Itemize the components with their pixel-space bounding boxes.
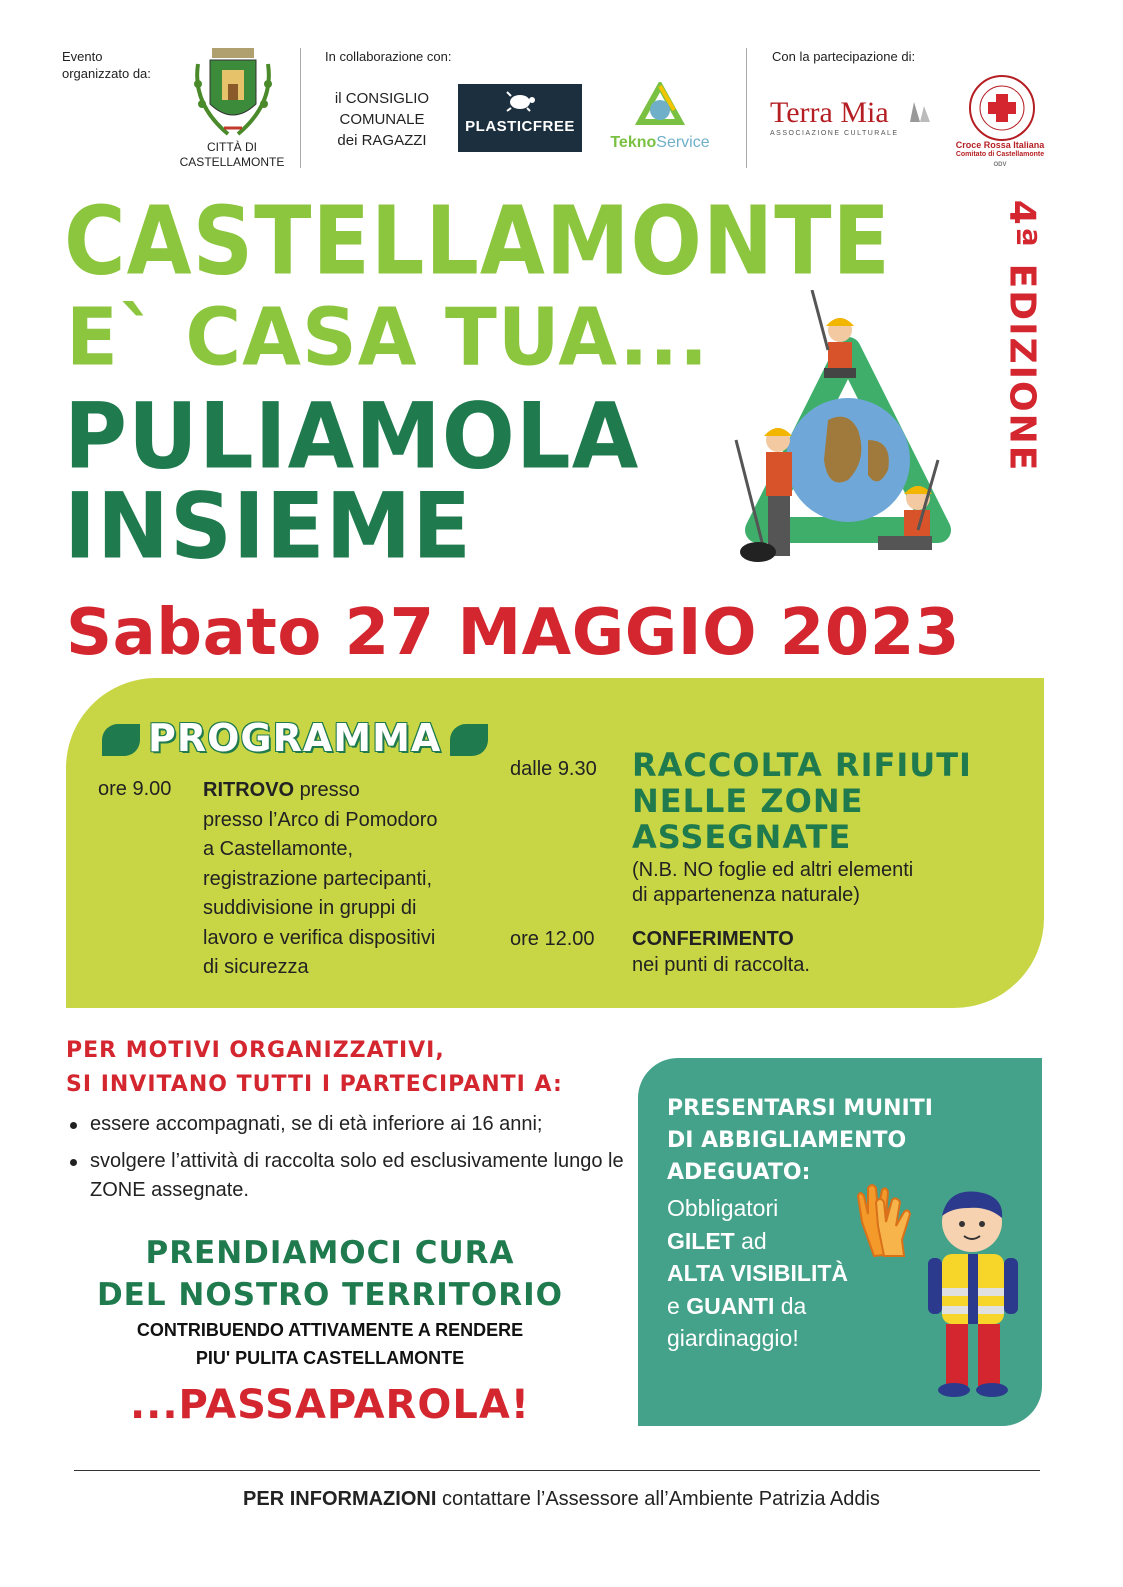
- event-date: Sabato 27 MAGGIO 2023: [66, 596, 960, 670]
- footer-info: [0, 1488, 1123, 1511]
- slogan-line: PRENDIAMOCI CURA: [145, 1235, 515, 1271]
- programma-title: PROGRAMMA: [148, 716, 442, 760]
- motivi-line: PER MOTIVI ORGANIZZATIVI,: [66, 1038, 445, 1063]
- title-line-4: INSIEME: [64, 474, 472, 580]
- edition-text: 4ª EDIZIONE: [1001, 199, 1043, 473]
- activity-3-text: nei punti di raccolta.: [632, 954, 810, 976]
- note-line: (N.B. NO foglie ed altri elementi: [632, 859, 914, 881]
- croce-caption-2: Comitato di Castellamonte: [955, 151, 1045, 158]
- clothing-text: ad: [734, 1227, 767, 1254]
- teknoservice-logo: [604, 82, 716, 158]
- clothing-bold: GUANTI: [686, 1292, 775, 1319]
- service-part: Service: [656, 134, 710, 151]
- activity-1-line: presso l’Arco di Pomodoro: [203, 808, 438, 831]
- slogan-sub-line: CONTRIBUENDO ATTIVAMENTE A RENDERE: [136, 1320, 524, 1340]
- list-item: svolgere l’attività di raccolta solo ed esclusivamente lungo le ZONE assegnate.: [66, 1147, 626, 1205]
- activity-1-after: presso: [294, 779, 360, 801]
- activity-2-line: RACCOLTA RIFIUTI: [632, 746, 972, 784]
- collab-label: In collaborazione con:: [325, 49, 452, 64]
- motivi-heading: [66, 1034, 563, 1102]
- activity-1-line: suddivisione in gruppi di: [203, 897, 417, 919]
- terramia-sub: ASSOCIAZIONE CULTURALE: [770, 130, 899, 137]
- plasticfree-text: PLASTICFREE: [465, 118, 575, 135]
- footer-divider: [74, 1470, 1040, 1471]
- volunteers-globe-illustration: [728, 290, 968, 580]
- motivi-line: SI INVITANO TUTTI I PARTECIPANTI A:: [66, 1072, 563, 1097]
- leaf-icon: [450, 724, 488, 756]
- note-line: di appartenenza naturale): [632, 884, 860, 906]
- activity-1-line: di sicurezza: [203, 956, 309, 978]
- clothing-line: giardinaggio!: [667, 1325, 799, 1351]
- activity-1-line: a Castellamonte,: [203, 838, 354, 860]
- ccr-logo-text: [322, 88, 442, 151]
- title-line-1: CASTELLAMONTE: [64, 186, 891, 296]
- tekno-part: Tekno: [610, 134, 657, 151]
- time-3: ore 12.00: [510, 928, 595, 950]
- ccr-line: dei RAGAZZI: [337, 132, 427, 149]
- list-item: essere accompagnati, se di età inferiore ai 16 anni;: [66, 1110, 626, 1139]
- terramia-logo: [766, 96, 936, 142]
- croce-caption: [940, 140, 1060, 170]
- partecipazione-label: Con la partecipazione di:: [772, 49, 916, 64]
- slogan-line: DEL NOSTRO TERRITORIO: [96, 1277, 564, 1313]
- clothing-heading-line: DI ABBIGLIAMENTO: [667, 1128, 907, 1153]
- leaf-icon: [102, 724, 140, 756]
- title-line-2: E` CASA TUA...: [66, 290, 710, 384]
- clothing-heading-line: ADEGUATO:: [667, 1160, 811, 1185]
- activity-2-title: [632, 747, 1032, 855]
- activity-1-title: RITROVO: [203, 779, 295, 801]
- stones-icon: [906, 98, 932, 124]
- activity-1-line: lavoro e verifica dispositivi: [203, 926, 436, 949]
- clothing-heading-line: PRESENTARSI MUNITI: [667, 1096, 933, 1121]
- clothing-line: Obbligatori: [667, 1195, 779, 1221]
- title-line-3: PULIAMOLA: [64, 384, 640, 490]
- clothing-text: e: [667, 1292, 687, 1319]
- croce-caption-3: ODV: [993, 162, 1007, 168]
- activity-2-line: NELLE ZONE: [632, 782, 864, 820]
- recycle-icon: [604, 82, 716, 134]
- plasticfree-logo: [458, 84, 582, 152]
- footer-bold: PER INFORMAZIONI: [243, 1488, 437, 1510]
- town-crest-icon: [188, 44, 278, 140]
- edition-label: [1000, 186, 1044, 486]
- activity-1: [203, 776, 503, 983]
- passaparola: ...PASSAPAROLA!: [129, 1382, 531, 1428]
- organizer-caption: CITTÀ DI CASTELLAMONTE: [179, 140, 285, 169]
- slogan-heading: [70, 1232, 590, 1316]
- clothing-bold: GILET: [667, 1227, 735, 1254]
- rules-list: [66, 1110, 626, 1213]
- time-1: ore 9.00: [98, 778, 172, 800]
- time-2: dalle 9.30: [510, 758, 597, 780]
- programma-badge: [102, 716, 488, 760]
- ccr-line: COMUNALE: [339, 111, 425, 128]
- turtle-icon: [505, 90, 535, 112]
- croce-caption-1: Croce Rossa Italiana: [955, 140, 1045, 150]
- activity-3: [632, 926, 992, 978]
- clothing-text: da: [774, 1292, 807, 1319]
- organizer-label: Evento organizzato da:: [62, 49, 151, 81]
- divider: [300, 48, 301, 168]
- clothing-bold: ALTA VISIBILITÀ: [667, 1260, 849, 1286]
- gloves-icon: [852, 1182, 918, 1258]
- activity-1-line: registrazione partecipanti,: [203, 867, 433, 890]
- header: [0, 0, 1123, 180]
- activity-3-title: CONFERIMENTO: [632, 928, 794, 950]
- ccr-line: il CONSIGLIO: [334, 90, 430, 107]
- teknoservice-text: [604, 134, 716, 152]
- slogan-sub-line: PIU' PULITA CASTELLAMONTE: [195, 1348, 465, 1368]
- slogan-sub: [70, 1316, 590, 1372]
- divider: [746, 48, 747, 168]
- terramia-name: Terra Mia: [770, 96, 889, 129]
- activity-2-note: [632, 858, 992, 908]
- activity-2-line: ASSEGNATE: [632, 818, 852, 856]
- footer-text: contattare l’Assessore all’Ambiente Patrizia Addis: [436, 1488, 880, 1510]
- worker-vest-icon: [918, 1188, 1028, 1400]
- clothing-heading: [667, 1093, 967, 1189]
